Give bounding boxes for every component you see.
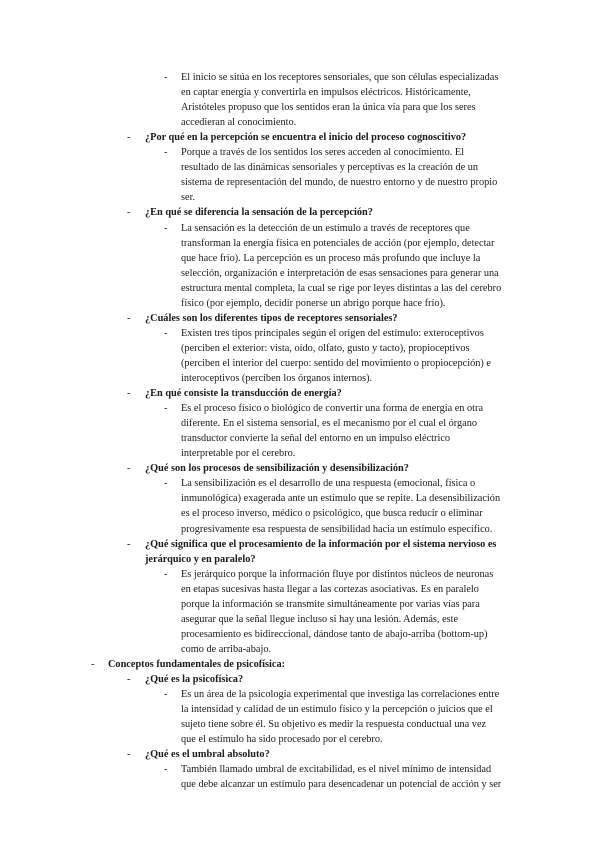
answer-line: asegurar que la señal llegue incluso si hay una lesión. Además, este [181, 613, 459, 625]
bullet-dash: - [164, 72, 168, 83]
answer-line: como de arriba-abajo. [181, 643, 272, 655]
answer-line: resultado de las dinámicas sensoriales y perceptivas es la creación de un [181, 162, 479, 174]
bullet-dash: - [127, 312, 131, 324]
answer-line: La sensación es la detección de un estímulo a través de receptores que [181, 222, 470, 234]
answer-line: Es un área de la psicología experimental que investiga las correlaciones entre [181, 689, 500, 701]
question-heading: ¿Qué son los procesos de sensibilización y desensibilización? [145, 463, 409, 475]
answer-line: que el estímulo ha sido procesado por el cerebro. [181, 734, 383, 746]
answer-line: porque la información se transmite simultáneamente por varias vías para [181, 598, 480, 610]
bullet-dash: - [127, 207, 131, 219]
bullet-dash: - [91, 658, 95, 670]
bullet-dash: - [164, 327, 168, 339]
answer-line: interoceptivos (perciben los órganos internos). [181, 373, 373, 384]
answer-line: procesamiento es bidireccional, dándose tanto de abajo-arriba (bottom-up) [181, 628, 488, 640]
bullet-dash: - [164, 689, 168, 701]
bullet-dash: - [164, 568, 168, 580]
answer-line: sistema de representación del mundo, de nuestro entorno y de nuestro propio [181, 177, 498, 189]
answer-line: interpretable por el cerebro. [181, 448, 296, 460]
question-heading: ¿En qué se diferencia la sensación de la percepción? [145, 207, 373, 219]
bullet-dash: - [127, 463, 131, 475]
question-heading: ¿Por qué en la percepción se encuentra el inicio del proceso cognoscitivo? [145, 132, 467, 144]
bullet-dash: - [164, 478, 168, 490]
answer-line: Porque a través de los sentidos los seres acceden al conocimiento. El [181, 147, 465, 159]
answer-line: (perciben el interior del cuerpo: sentido del movimiento o propiocepción) e [181, 357, 491, 369]
answer-line: transforman la energía física en potenciales de acción (por ejemplo, detectar [181, 237, 495, 249]
answer-line: físico (por ejemplo, decidir ponerse un abrigo porque hace frío). [181, 297, 446, 309]
bullet-dash: - [164, 147, 168, 159]
question-heading: ¿Qué significa que el procesamiento de la información por el sistema nervioso es [145, 538, 497, 550]
question-heading: ¿Qué es la psicofísica? [145, 674, 244, 685]
question-heading: ¿En qué consiste la transducción de energía? [145, 388, 342, 400]
answer-line: que debe alcanzar un estímulo para desencadenar un potencial de acción y ser [181, 779, 502, 791]
answer-line: es el proceso inverso, médico o psicológico, que busca reducir o eliminar [181, 508, 483, 520]
answer-line: La sensibilización es el desarrollo de una respuesta (emocional, física o [181, 478, 476, 490]
bullet-dash: - [164, 764, 168, 776]
answer-line: progresivamente esa respuesta de sensibilidad hacia un estímulo específico. [181, 523, 493, 535]
answer-line: en captar energía y convertirla en impulsos eléctricos. Históricamente, [181, 87, 471, 99]
bullet-dash: - [164, 403, 168, 415]
answer-line: transductor convierte la señal del entorno en un impulso eléctrico [181, 433, 451, 445]
topic-heading: Conceptos fundamentales de psicofísica: [108, 658, 286, 670]
answer-line: la intensidad y calidad de un estímulo físico y la percepción o juicios que el [181, 704, 493, 716]
question-heading: jerárquico y en paralelo? [145, 553, 256, 565]
question-heading: ¿Qué es el umbral absoluto? [145, 749, 270, 761]
answer-line: Aristóteles propuso que los sentidos eran la única vía para que los seres [181, 102, 476, 114]
question-heading: ¿Cuáles son los diferentes tipos de receptores sensoriales? [145, 312, 398, 324]
answer-line: (perciben el exterior: vista, oído, olfato, gusto y tacto), propioceptivos [181, 342, 470, 354]
answer-line: ser. [181, 192, 196, 204]
bullet-dash: - [127, 388, 131, 400]
answer-line: estructura mental completa, la cual se rige por leyes distintas a las del cerebro [181, 282, 502, 294]
bullet-dash: - [127, 132, 131, 144]
answer-line: selección, organización e interpretación de esas sensaciones para generar una [181, 267, 499, 279]
answer-line: Es jerárquico porque la información fluye por distintos núcleos de neuronas [181, 568, 494, 580]
answer-line: diferente. En el sistema sensorial, es el mecanismo por el cual el órgano [181, 418, 478, 430]
answer-line: Es el proceso físico o biológico de convertir una forma de energía en otra [181, 403, 484, 415]
answer-line: sujeto tiene sobre él. Su objetivo es medir la respuesta conductual una vez [181, 719, 487, 731]
answer-line: Existen tres tipos principales según el origen del estímulo: exteroceptivos [181, 327, 484, 339]
bullet-dash: - [127, 749, 131, 761]
answer-line: en etapas sucesivas hasta llegar a las cortezas asociativas. Es en paralelo [181, 583, 479, 595]
answer-line: que hace frío). La percepción es un proceso más profundo que incluye la [181, 252, 481, 264]
bullet-dash: - [127, 538, 131, 550]
bullet-dash: - [164, 222, 168, 234]
answer-line: accedieran al conocimiento. [181, 117, 297, 129]
bullet-dash: - [127, 674, 131, 685]
answer-line: El inicio se sitúa en los receptores sensoriales, que son células especializadas [181, 72, 499, 83]
answer-line: inmunológica) exagerada ante un estímulo que se repite. La desensibilización [181, 493, 501, 505]
answer-line: También llamado umbral de excitabilidad, es el nivel mínimo de intensidad [181, 764, 492, 776]
